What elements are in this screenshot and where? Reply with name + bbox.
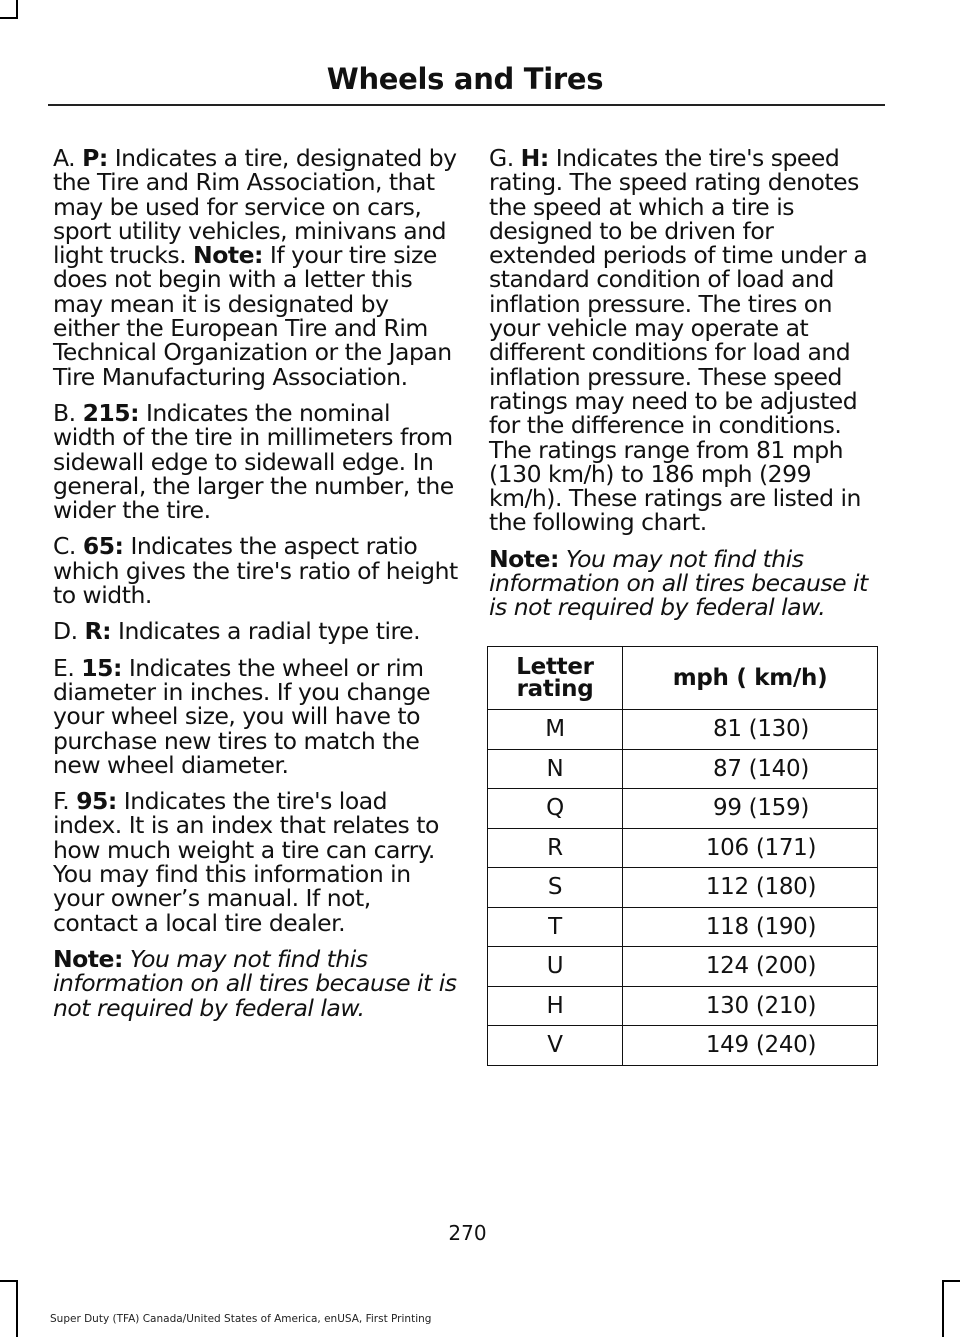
item-letter: D. — [53, 617, 85, 646]
table-row — [488, 828, 878, 868]
letter-cell: M — [488, 710, 623, 750]
speed-cell: 99 (159) — [623, 789, 878, 829]
table-header-row — [488, 647, 878, 710]
note-text: If your tire size does not begin with a letter this may mean it is designated by either the European Tire and Rim Technical Organization or the Japan Tire Manufacturing Association. — [53, 241, 452, 391]
note-paragraph — [489, 544, 884, 622]
letter-cell: U — [488, 947, 623, 987]
definition-paragraph-e — [53, 653, 458, 779]
letter-cell: R — [488, 828, 623, 868]
note-label: Note: — [489, 544, 559, 573]
letter-cell: H — [488, 986, 623, 1026]
item-letter: G. — [489, 144, 521, 172]
item-letter: A. — [53, 144, 83, 172]
note-paragraph — [53, 944, 458, 1022]
item-letter: F. — [53, 787, 77, 816]
crop-mark-top-left — [16, 0, 18, 18]
item-term: 95: — [76, 787, 117, 816]
definition-paragraph-d — [53, 617, 458, 646]
speed-rating-table — [487, 646, 878, 1066]
definition-paragraph-a — [53, 146, 458, 389]
item-text: Indicates the tire's speed rating. The speed rating denotes the speed at which a tire is designed to be driven for extended periods of time under a standard condition of load and inflation pressure. The tires on your vehicle may operate at different conditions for load and inflation pressure. These speed ratings may need to be adjusted for the difference in conditions. The ratings range from 81 mph (130 km/h) to 186 mph (299 km/h). These ratings are listed in the following chart. — [489, 144, 868, 537]
header-divider — [48, 104, 885, 106]
table-row — [488, 907, 878, 947]
column-header-letter-rating: Letter rating — [488, 647, 623, 710]
item-letter: C. — [53, 532, 83, 561]
item-text: Indicates the tire's load index. It is an index that relates to how much weight a tire can carry. You may find this information in your owner’s manual. If not, contact a local tire dealer. — [53, 787, 439, 937]
left-column — [53, 146, 458, 1032]
note-text: You may not find this information on all tires because it is not required by federal law. — [53, 944, 457, 1022]
speed-cell: 130 (210) — [623, 986, 878, 1026]
crop-mark-bottom-right — [942, 1280, 944, 1337]
speed-cell: 118 (190) — [623, 907, 878, 947]
crop-mark-bottom-left — [16, 1280, 18, 1337]
speed-cell: 112 (180) — [623, 868, 878, 908]
item-term: 15: — [81, 653, 122, 682]
note-text: You may not find this information on all tires because it is not required by federal law. — [489, 544, 868, 622]
definition-paragraph-c — [53, 532, 458, 610]
crop-mark-bottom-left — [0, 1280, 18, 1282]
table-row — [488, 710, 878, 750]
item-text: Indicates the nominal width of the tire in millimeters from sidewall edge to sidewall edge. In general, the larger the number, the wider the tire. — [53, 398, 454, 525]
right-column — [489, 146, 884, 632]
letter-cell: S — [488, 868, 623, 908]
letter-cell: Q — [488, 789, 623, 829]
letter-cell: N — [488, 749, 623, 789]
item-term: 65: — [82, 532, 124, 561]
note-label: Note: — [53, 944, 123, 973]
definition-paragraph-g — [489, 146, 884, 535]
note-label: Note: — [193, 241, 263, 270]
crop-mark-top-left — [0, 17, 18, 19]
page-title: Wheels and Tires — [326, 62, 604, 96]
item-text: Indicates the aspect ratio which gives the tire's ratio of height to width. — [53, 532, 458, 610]
speed-cell: 87 (140) — [623, 749, 878, 789]
speed-cell: 149 (240) — [623, 1026, 878, 1066]
crop-mark-bottom-right — [942, 1280, 960, 1282]
item-term: H: — [520, 144, 549, 172]
item-term: P: — [82, 144, 108, 172]
item-term: 215: — [82, 398, 140, 427]
table-row — [488, 749, 878, 789]
column-header-speed: mph ( km/h) — [623, 647, 878, 710]
definition-paragraph-f — [53, 789, 458, 935]
definition-paragraph-b — [53, 398, 458, 525]
item-letter: E. — [53, 653, 82, 682]
table-row — [488, 1026, 878, 1066]
letter-cell: V — [488, 1026, 623, 1066]
item-term: R: — [84, 617, 112, 646]
footer-edition-text: Super Duty (TFA) Canada/United States of America, enUSA, First Printing — [50, 1313, 432, 1325]
item-letter: B. — [53, 398, 83, 427]
item-text: Indicates the wheel or rim diameter in inches. If you change your wheel size, you will have to purchase new tires to match the new wheel diameter. — [53, 653, 431, 779]
table-row — [488, 868, 878, 908]
table-row — [488, 986, 878, 1026]
page-number: 270 — [448, 1221, 487, 1245]
table-row — [488, 947, 878, 987]
item-text: Indicates a tire, designated by the Tire and Rim Association, that may be used for service on cars, sport utility vehicles, minivans and light trucks. — [53, 144, 457, 270]
speed-cell: 106 (171) — [623, 828, 878, 868]
speed-cell: 81 (130) — [623, 710, 878, 750]
speed-cell: 124 (200) — [623, 947, 878, 987]
letter-cell: T — [488, 907, 623, 947]
table-row — [488, 789, 878, 829]
item-text: Indicates a radial type tire. — [111, 617, 421, 646]
